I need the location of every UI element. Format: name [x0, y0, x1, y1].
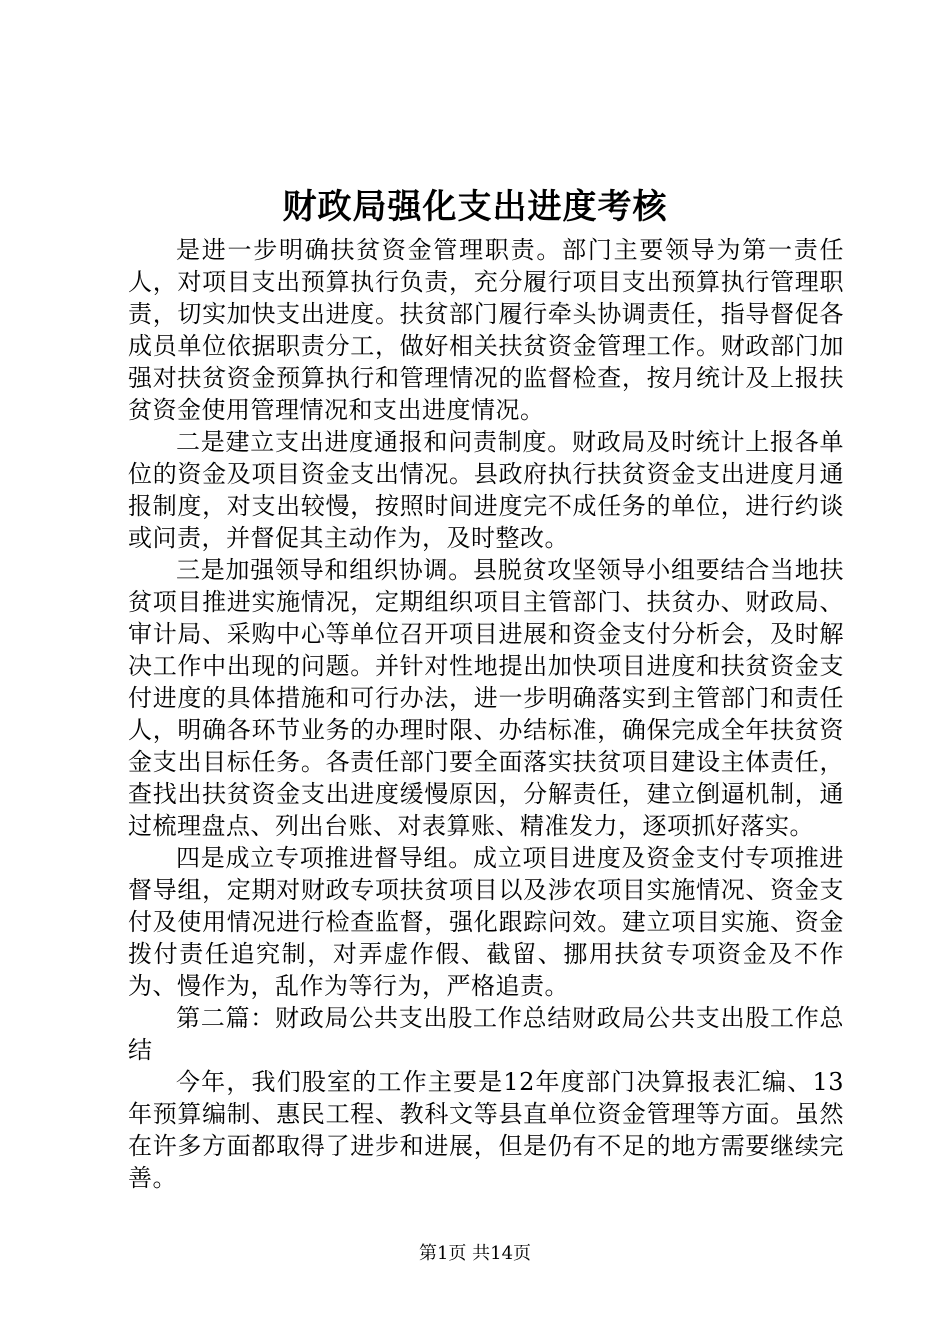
paragraph-4: 四是成立专项推进督导组。成立项目进度及资金支付专项推进督导组，定期对财政专项扶贫项目以及涉农项目实施情况、资金支付及使用情况进行检查监督，强化跟踪问效。建立项目实施、资金拨付责任追究制，对弄虚作假、截留、挪用扶贫专项资金及不作为、慢作为，乱作为等行为，严格追责。: [128, 844, 844, 1000]
paragraph-1: 是进一步明确扶贫资金管理职责。部门主要领导为第一责任人，对项目支出预算执行负责，充分履行项目支出预算执行管理职责，切实加快支出进度。扶贫部门履行牵头协调责任，指导督促各成员单位依据职责分工，做好相关扶贫资金管理工作。财政部门加强对扶贫资金预算执行和管理情况的监督检查，按月统计及上报扶贫资金使用管理情况和支出进度情况。: [128, 236, 844, 424]
paragraph-5-section-heading: 第二篇：财政局公共支出股工作总结财政局公共支出股工作总结: [128, 1004, 844, 1064]
paragraph-2: 二是建立支出进度通报和问责制度。财政局及时统计上报各单位的资金及项目资金支出情况。县政府执行扶贫资金支出进度月通报制度，对支出较慢，按照时间进度完不成任务的单位，进行约谈或问责，并督促其主动作为，及时整改。: [128, 428, 844, 552]
paragraph-3: 三是加强领导和组织协调。县脱贫攻坚领导小组要结合当地扶贫项目推进实施情况，定期组织项目主管部门、扶贫办、财政局、审计局、采购中心等单位召开项目进展和资金支付分析会，及时解决工作中出现的问题。并针对性地提出加快项目进度和扶贫资金支付进度的具体措施和可行办法，进一步明确落实到主管部门和责任人，明确各环节业务的办理时限、办结标准，确保完成全年扶贫资金支出目标任务。各责任部门要全面落实扶贫项目建设主体责任，查找出扶贫资金支出进度缓慢原因，分解责任，建立倒逼机制，通过梳理盘点、列出台账、对表算账、精准发力，逐项抓好落实。: [128, 556, 844, 840]
document-body: [128, 234, 844, 1194]
paragraph-6: 今年，我们股室的工作主要是12年度部门决算报表汇编、13年预算编制、惠民工程、教科文等县直单位资金管理等方面。虽然在许多方面都取得了进步和进展，但是仍有不足的地方需要继续完善。: [128, 1068, 844, 1192]
page-number-footer: 第1页 共14页: [418, 1243, 532, 1264]
document-title: 财政局强化支出进度考核: [282, 187, 668, 227]
